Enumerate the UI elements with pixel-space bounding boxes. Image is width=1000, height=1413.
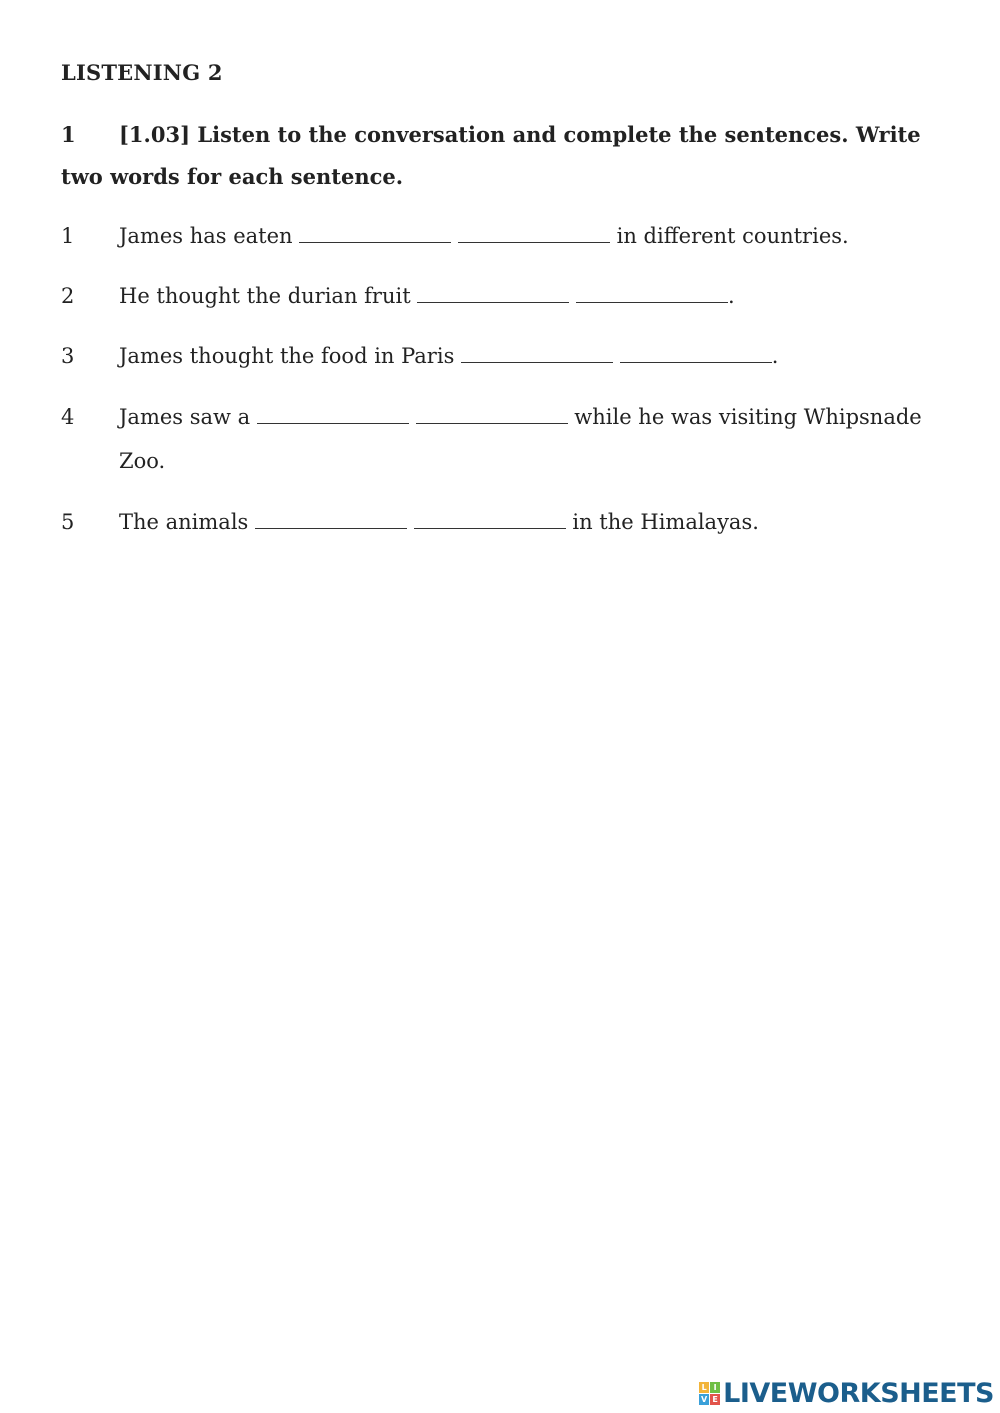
answer-blank-4b[interactable] [416,403,568,424]
liveworksheets-logo [699,1378,994,1409]
instruction-text: [1.03] Listen to the conversation and complete the sentences. Write two words for each sentence. [61,122,921,189]
answer-blank-5b[interactable] [414,508,566,529]
answer-blank-3b[interactable] [620,342,772,363]
exercise-number: 1 [61,122,76,147]
answer-blank-2a[interactable] [417,282,569,303]
logo-cell: I [710,1382,720,1393]
question-text-before: He thought the durian fruit [119,284,411,308]
question-1 [61,214,941,258]
logo-cell: L [699,1382,709,1393]
question-4 [61,395,941,483]
question-number: 5 [61,510,75,534]
question-text-after: while he was visiting Whipsnade Zoo. [119,405,922,473]
question-text-after: in different countries. [616,224,849,248]
question-text-before: James thought the food in Paris [119,344,455,368]
logo-cell: E [710,1394,720,1405]
logo-text: LIVEWORKSHEETS [723,1378,994,1409]
answer-blank-5a[interactable] [255,508,407,529]
question-text-after: . [771,344,779,368]
answer-blank-1a[interactable] [299,222,451,243]
question-number: 1 [61,224,75,248]
question-text-before: The animals [119,510,249,534]
logo-icon [699,1382,720,1405]
question-text-after: in the Himalayas. [572,510,759,534]
question-5 [61,500,941,544]
question-number: 3 [61,344,75,368]
question-number: 2 [61,284,75,308]
answer-blank-3a[interactable] [461,342,613,363]
question-text-before: James has eaten [119,224,293,248]
answer-blank-2b[interactable] [576,282,728,303]
logo-cell: V [701,1395,708,1404]
question-number: 4 [61,405,75,429]
question-2 [61,274,941,318]
answer-blank-1b[interactable] [458,222,610,243]
question-text-after: . [728,284,735,308]
question-text-before: James saw a [119,405,251,429]
page-title: LISTENING 2 [61,60,223,85]
question-3 [61,334,941,378]
answer-blank-4a[interactable] [257,403,409,424]
exercise-instruction [61,114,921,198]
